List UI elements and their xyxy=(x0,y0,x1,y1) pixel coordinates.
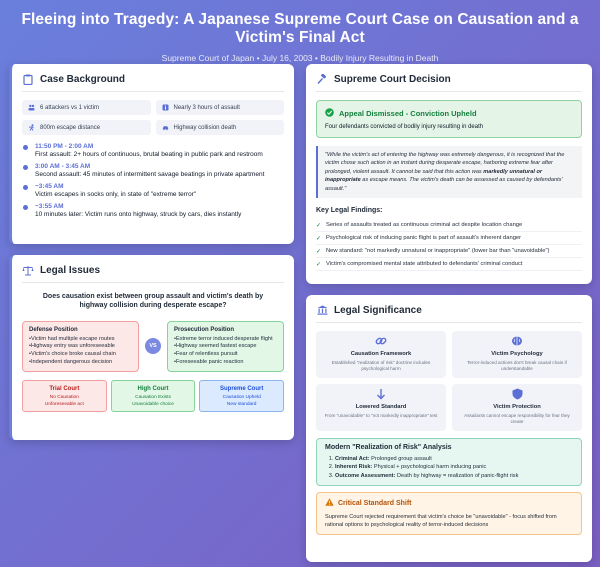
outcome-description: Four defendants convicted of bodily injury resulting in death xyxy=(325,124,484,130)
standard-shift-box xyxy=(316,492,582,535)
supreme-court-ruling: Supreme Court Causation Upheld New standard xyxy=(199,380,284,412)
decision-header xyxy=(316,73,582,92)
prosecution-point: • Fear of relentless pursuit xyxy=(174,351,277,359)
prosecution-title: Prosecution Position xyxy=(174,326,235,333)
risk-analysis-box xyxy=(316,438,582,486)
central-question: Does causation exist between group assault and victim's death by highway collision during desperate escape? xyxy=(42,293,264,310)
timeline-description: Second assault: 45 minutes of intermittent savage beatings in private apartment xyxy=(35,171,265,178)
decision-title: Supreme Court Decision xyxy=(334,73,451,85)
court-rulings xyxy=(22,380,284,412)
gavel-icon xyxy=(316,73,328,85)
findings-list xyxy=(316,219,582,271)
case-background-card xyxy=(9,64,294,244)
timeline-description: Victim escapes in socks only, in state of "extreme terror" xyxy=(35,191,197,198)
runner-icon xyxy=(28,124,35,131)
decision-outcome xyxy=(316,100,582,138)
findings-title: Key Legal Findings: xyxy=(316,206,383,214)
risk-analysis-item: 3. Outcome Assessment: Death by highway = realization of panic-flight risk xyxy=(335,472,573,480)
case-timeline xyxy=(22,143,284,218)
stat-duration: Nearly 3 hours of assault xyxy=(156,100,285,115)
significance-card xyxy=(306,295,592,562)
standard-shift-text: Supreme Court rejected requirement that victim's choice be "unavoidable" - focus shifted from rational options to psychological reality of terror-induced decisions xyxy=(325,514,557,529)
timeline-description: First assault: 2+ hours of continuous, brutal beating in public park and restroom xyxy=(35,151,263,158)
timeline-item xyxy=(22,183,284,198)
victim-protection-card: Victim Protection Assailants cannot escape responsibility for fear they create xyxy=(452,384,582,431)
timeline-description: 10 minutes later: Victim runs onto highway, struck by cars, dies instantly xyxy=(35,211,242,218)
scales-icon xyxy=(22,264,34,276)
decision-card xyxy=(306,64,592,284)
legal-issues-header xyxy=(22,264,284,283)
stat-attackers: 6 attackers vs 1 victim xyxy=(22,100,151,115)
shield-icon xyxy=(511,388,523,400)
finding-item: ✓ Psychological risk of inducing panic flight is part of assault's inherent danger xyxy=(316,232,582,245)
prosecution-point: • Foreseeable panic reaction xyxy=(174,359,277,367)
prosecution-point: • Extreme terror induced desperate flight xyxy=(174,336,277,344)
causation-framework-card: Causation Framework Established "realization of risk" doctrine includes psychological harm xyxy=(316,331,446,378)
defense-position xyxy=(22,321,139,372)
defense-point: • Highway entry was unforeseeable xyxy=(29,343,132,351)
prosecution-position xyxy=(167,321,284,372)
positions-row xyxy=(22,321,284,372)
lowered-standard-card: Lowered Standard From "unavoidable" to "not markedly inappropriate" test xyxy=(316,384,446,431)
vs-badge: VS xyxy=(145,338,161,354)
timeline-time: ~3:45 AM xyxy=(35,183,64,190)
clipboard-icon xyxy=(22,73,34,85)
timeline-time: 3:00 AM - 3:45 AM xyxy=(35,163,91,170)
risk-analysis-item: 1. Criminal Act: Prolonged group assault xyxy=(335,455,573,463)
outcome-title: Appeal Dismissed - Conviction Upheld xyxy=(339,109,477,118)
risk-analysis-item: 2. Inherent Risk: Physical + psychological harm inducing panic xyxy=(335,463,573,471)
defense-point: • Independent dangerous decision xyxy=(29,359,132,367)
finding-item: ✓ Series of assaults treated as continuous criminal act despite location change xyxy=(316,219,582,232)
finding-item: ✓ Victim's compromised mental state attributed to defendants' criminal conduct xyxy=(316,258,582,271)
timeline-time: ~3:55 AM xyxy=(35,203,64,210)
risk-analysis-list xyxy=(325,455,573,480)
finding-item: ✓ New standard: "not markedly unnatural or inappropriate" (lower bar than "unavoidable") xyxy=(316,245,582,258)
timeline-item xyxy=(22,143,284,158)
case-stats xyxy=(22,100,284,135)
people-icon xyxy=(28,104,35,111)
victim-psychology-card: Victim Psychology Terror-induced actions don't break causal chain if understandable xyxy=(452,331,582,378)
high-court-ruling: High Court Causation Exists Unavoidable choice xyxy=(111,380,196,412)
brain-icon xyxy=(511,335,523,347)
significance-header xyxy=(316,304,582,323)
warning-icon xyxy=(325,498,334,508)
legal-issues-card xyxy=(9,255,294,440)
page-subtitle: Supreme Court of Japan • July 16, 2003 • Bodily Injury Resulting in Death xyxy=(161,53,439,63)
info-icon xyxy=(162,104,169,111)
defense-point: • Victim's choice broke causal chain xyxy=(29,351,132,359)
stat-escape-distance: 800m escape distance xyxy=(22,120,151,135)
stat-collision: Highway collision death xyxy=(156,120,285,135)
page-header xyxy=(0,0,600,63)
legal-issues-title: Legal Issues xyxy=(40,264,101,276)
significance-grid xyxy=(316,331,582,431)
risk-analysis-title: Modern "Realization of Risk" Analysis xyxy=(325,444,452,451)
timeline-item xyxy=(22,163,284,178)
trial-court-ruling: Trial Court No Causation Unforeseeable act xyxy=(22,380,107,412)
link-icon xyxy=(375,335,387,347)
check-circle-icon xyxy=(325,108,334,119)
standard-shift-title: Critical Standard Shift xyxy=(338,499,412,507)
timeline-time: 11:50 PM - 2:00 AM xyxy=(35,143,94,150)
timeline-item xyxy=(22,203,284,218)
case-background-title: Case Background xyxy=(40,73,126,85)
defense-point: • Victim had multiple escape routes xyxy=(29,336,132,344)
case-background-header xyxy=(22,73,284,92)
court-quote: "While the victim's act of entering the highway was extremely dangerous, it is recognized that the victim chose such action in an instant during desperate escape, harboring extreme fear after prolonged, violent assault. It cannot be said that this action was markedly unnatural or inappropriate as escape means. The victim's death can be assessed as caused by defendants' assault." xyxy=(316,146,582,198)
prosecution-point: • Highway seemed fastest escape xyxy=(174,343,277,351)
institution-icon xyxy=(316,304,328,316)
arrow-down-icon xyxy=(375,388,387,400)
page-title: Fleeing into Tragedy: A Japanese Supreme Court Case on Causation and a Victim's Final Act xyxy=(21,11,579,46)
significance-title: Legal Significance xyxy=(334,304,422,316)
car-icon xyxy=(162,124,169,131)
defense-title: Defense Position xyxy=(29,326,78,333)
